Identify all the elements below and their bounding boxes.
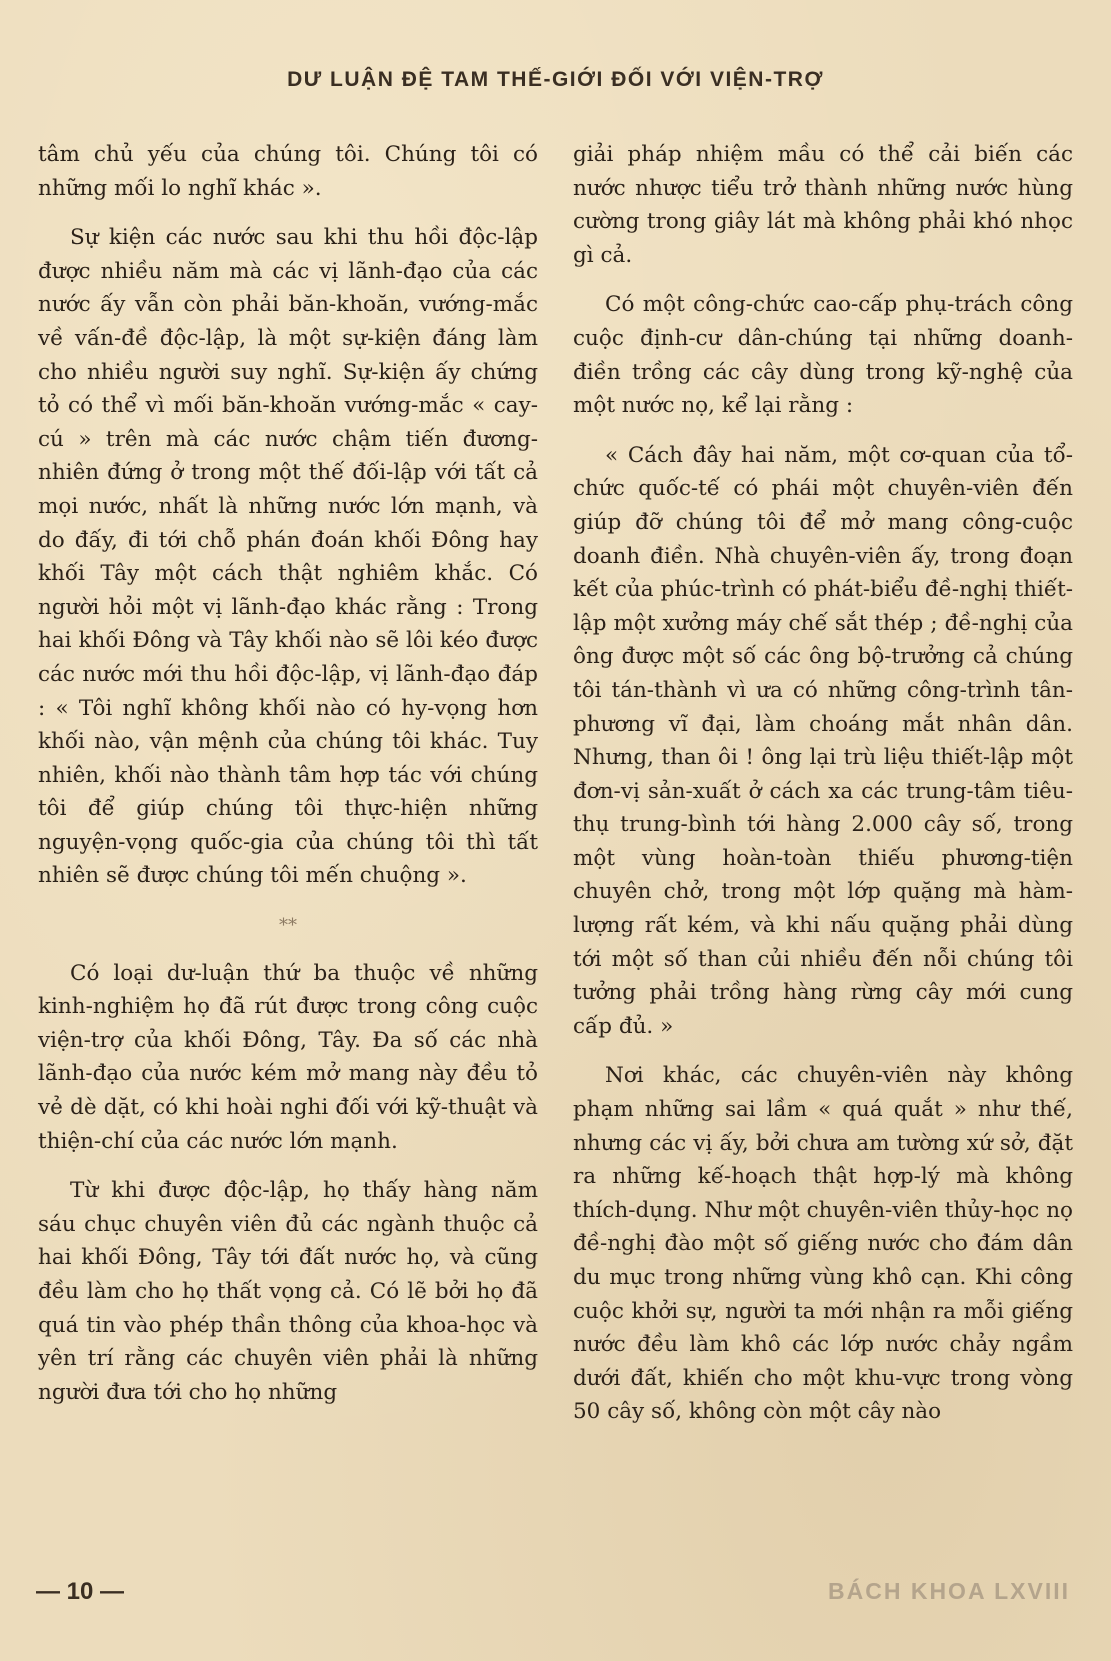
left-column [38, 138, 538, 1425]
paragraph: Sự kiện các nước sau khi thu hồi độc-lập được nhiều năm mà các vị lãnh-đạo của các nước ấy vẫn còn phải băn-khoăn, vướng-mắc về vấn-đề độc-lập, là một sự-kiện đáng làm cho nhiều người suy nghĩ. Sự-kiện ấy chứng tỏ có thể vì mối băn-khoăn vướng-mắc « cay-cú » trên mà các nước chậm tiến đương-nhiên đứng ở trong một thế đối-lập với tất cả mọi nước, nhất là những nước lớn mạnh, và do đấy, đi tới chỗ phán đoán khối Đông hay khối Tây một cách thật nghiêm khắc. Có người hỏi một vị lãnh-đạo khác rằng : Trong hai khối Đông và Tây khối nào sẽ lôi kéo được các nước mới thu hồi độc-lập, vị lãnh-đạo đáp : « Tôi nghĩ không khối nào có hy-vọng hơn khối nào, vận mệnh của chúng tôi khác. Tuy nhiên, khối nào thành tâm hợp tác với chúng tôi để giúp chúng tôi thực-hiện những nguyện-vọng quốc-gia của chúng tôi thì tất nhiên sẽ được chúng tôi mến chuộng ». [38, 225, 538, 889]
paragraph: « Cách đây hai năm, một cơ-quan của tổ-chức quốc-tế có phái một chuyên-viên đến giúp đỡ chúng tôi để mở mang công-cuộc doanh điền. Nhà chuyên-viên ấy, trong đoạn kết của phúc-trình có phát-biểu đề-nghị thiết-lập một xưởng máy chế sắt thép ; đề-nghị của ông được một số các ông bộ-trưởng cả chúng tôi tán-thành vì ưa có những công-trình tân-phương vĩ đại, làm choáng mắt nhân dân. Nhưng, than ôi ! ông lại trù liệu thiết-lập một đơn-vị sản-xuất ở cách xa các trung-tâm tiêu-thụ trung-bình tới hàng 2.000 cây số, trong một vùng hoàn-toàn thiếu phương-tiện chuyên chở, trong một lớp quặng mà hàm-lượng rất kém, và khi nấu quặng phải dùng tới một số than củi nhiều đến nỗi chúng tôi tưởng phải trồng hàng rừng cây mới cung cấp đủ. » [573, 442, 1073, 1039]
paragraph: tâm chủ yếu của chúng tôi. Chúng tôi có những mối lo nghĩ khác ». [38, 142, 538, 201]
running-title: DƯ LUẬN ĐỆ TAM THẾ-GIỚI ĐỐI VỚI VIỆN-TRỢ [287, 68, 824, 91]
page-number: — 10 — [36, 1578, 125, 1605]
magazine-footer: BÁCH KHOA LXVIII [828, 1578, 1070, 1604]
paragraph: giải pháp nhiệm mầu có thể cải biến các nước nhược tiểu trở thành những nước hùng cường trong giây lát mà không phải khó nhọc gì cả. [573, 142, 1073, 268]
paragraph: Có một công-chức cao-cấp phụ-trách công cuộc định-cư dân-chúng tại những doanh-điền trồng các cây dùng trong kỹ-nghệ của một nước nọ, kể lại rằng : [573, 292, 1073, 419]
right-column [573, 138, 1073, 1445]
section-separator: ** [279, 915, 297, 937]
paragraph: Từ khi được độc-lập, họ thấy hàng năm sáu chục chuyên viên đủ các ngành thuộc cả hai khối Đông, Tây tới đất nước họ, và cũng đều làm cho họ thất vọng cả. Có lẽ bởi họ đã quá tin vào phép thần thông của khoa-học và yên trí rằng các chuyên viên phải là những người đưa tới cho họ những [38, 1178, 538, 1405]
paragraph: Nơi khác, các chuyên-viên này không phạm những sai lầm « quá quắt » như thế, nhưng các vị ấy, bởi chưa am tường xứ sở, đặt ra những kế-hoạch thật hợp-lý mà không thích-dụng. Như một chuyên-viên thủy-học nọ đề-nghị đào một số giếng nước cho đám dân du mục trong những vùng khô cạn. Khi công cuộc khởi sự, người ta mới nhận ra mỗi giếng nước đều làm khô các lớp nước chảy ngầm dưới đất, khiến cho một khu-vực trong vòng 50 cây số, không còn một cây nào [573, 1063, 1073, 1425]
paragraph: Có loại dư-luận thứ ba thuộc về những kinh-nghiệm họ đã rút được trong công cuộc viện-trợ của khối Đông, Tây. Đa số các nhà lãnh-đạo của nước kém mở mang này đều tỏ vẻ dè dặt, có khi hoài nghi đối với kỹ-thuật và thiện-chí của các nước lớn mạnh. [38, 960, 538, 1154]
